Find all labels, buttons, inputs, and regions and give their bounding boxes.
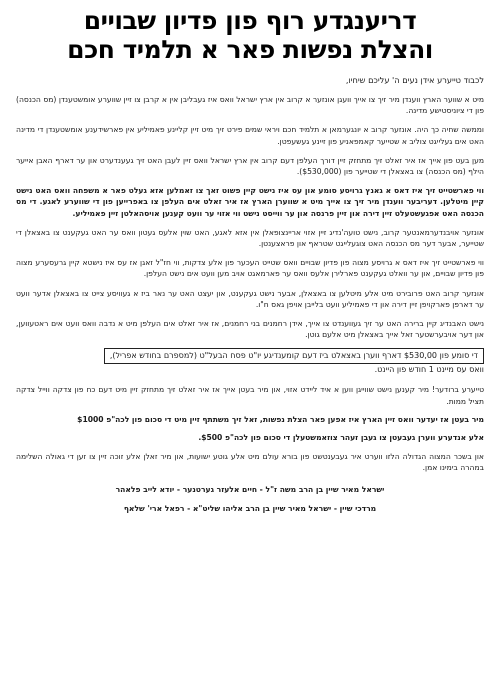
title-line-1: דריענגדע רוף פון פדיון שבויים [83, 6, 417, 35]
pledge-1000: מיר בעטן אז יעדער וואס זיין הארץ איז אפען פאר הצלת נפשות, זאל זיך משתתף זיין מיט די סכום פון לכה"פ $1000 [77, 414, 484, 424]
paragraph-3: מען בעט פון אייך אז איר זאלט זיך מתחזק זיין דורך העלפן דעם קרוב אין ארץ ישראל וואס זיין לעבן האט זיך געענדערט און ער דארף האבן אייער הילף (מס הכנסה) צו באצאלן די שטייער פון ($530,000). [16, 155, 484, 177]
closing-paragraph: און בשכר המצוה הגדולה הלזו ווערט איר געבענטשט פון בורא עולם מיט אלע גוטע ישועות, און מיר זאלן אלע זוכה זיין צו זען די גאולה השלימה במהרה בימינו אמן. [16, 452, 484, 473]
pledge-500: אלע אנדערע ווערן געבעטן צו געבן זעהר צוזאמשטעלן די סכום פון לכה"פ $500. [198, 433, 484, 443]
deadline-box [16, 348, 484, 376]
paragraph-5: אונזער אויבנדערמאנטער קרוב, נישט טועה'נדיג זיין אזוי אריינצופאלן אין אזא לאגע, האט שוין אלעס געטון וואס ער האט געקענט צו באצאלן די שטייער, אבער דער מס הכנסה האט צוגעלייגט שטראף און פראצענטן. [16, 227, 484, 249]
paragraph-1: מיט א שווער הארץ ווענדן מיר זיך צו אייך וועגן אונזער א קרוב אין ארץ ישראל וואס איז געבליבן אין א קרבן צו זיין שווערע אומשטענדן (מס הכנסה) פון די ציוניסטישע מדינה. [16, 95, 484, 116]
signature-line-1: ישראל מאיר שיין בן הרב משה ז"ל - חיים אלעזר גערטנער - יודא לייב פלאהר [115, 484, 385, 494]
appeal-paragraph: טייערע ברודער! מיר קענען נישט שווייגן ווען א איד ליידט אזוי, און מיר בעטן אייך אז איר זאלט זיך מתחזק זיין מיט דעם כח פון צדקה ווייל צדקה תציל ממות. [16, 385, 484, 406]
deadline-amount: $530,00 [403, 351, 438, 361]
signature-line-2: מרדכי שיין - ישראל מאיר שיין בן הרב אליהו שליט"א - רפאל ארי' שלאף [123, 503, 377, 513]
salutation: לכבוד טייערע אידן נעים ה' עליכם שיחיו, [345, 75, 484, 85]
paragraph-2: וממשה שחיה כך היה. אונזער קרוב א יונגערמאן א תלמיד חכם ויראי שמים פירט זיך מיט זיין קליינע פאמיליע אין פארשידענע אומשטענדן די מדינה האט אים געלייגט צוליב א שטייער קאמפאניע פון זיינע געשעפטן. [16, 125, 484, 146]
letter-title [16, 6, 484, 64]
paragraph-6: ווי פארשטייט זיך איז דאס א גרויסע מצוה פון פדיון שבויים וואס שטייט העכער פון אלע צדקות, ווי חז"ל זאגן אז עס איז נישטא קיין גרעסערע מצוה פון פדיון שבויים, און ער וואלט געקענט פארלירן אלעס וואס ער פארמאגט אויב מען וועט אים נישט העלפן. [16, 258, 484, 279]
deadline-line-2: וואס עס מיינט 1 חודש פון היינט. [374, 365, 484, 375]
paragraph-7: אונזער קרוב האט פרובירט מיט אלע מיטלען צו באצאלן, אבער נישט געקענט, און יעצט האט ער נאר ביז א געוויסע צייט צו באצאלן אדער וועט ער דארפן פארקויפן זיין דירה און די פאמיליע וועט בלייבן אויפן גאס ח"ו. [16, 288, 484, 309]
deadline-details: דארף ווערן באצאלט ביז דעם קומענדיגע יו"ט פסח הבעל"ט (למספרם בחודש אפריל), [109, 351, 402, 361]
paragraph-8: נישט האבנדיג קיין ברירה האט ער זיך געווענדט צו אייך, אידן רחמנים בני רחמנים, אז איר זאלט אים העלפן מיט א נדבה וואס וועט אים ראטעווען, און דער אויבערשטער זאל אייך באצאלן מיט אלעם גוטן. [16, 319, 484, 340]
deadline-prefix: די סומע פון [439, 351, 478, 361]
paragraph-4-bold: ווי פארשטייט זיך איז דאס א גאנץ גרויסע סומע און עס איז נישט קיין פשוט זאך צו זאמלען אזא געלט פאר א משפחה וואס האט נישט קיין מיטלען. דעריבער ווענדן מיר זיך צו אייך מיט א שווערן הארץ אז איר זאלט אים העלפן צו באפרייען פון די שווערע לאגע. די מס הכנסה האט אפגעשטעלט זיין דירה און זיין פרנסה און ער ווייסט נישט ווי אזוי ער וועט קענען אויסהאלטן זיין פאמיליע. [16, 186, 484, 218]
title-line-2: והצלת נפשות פאר א תלמיד חכם [67, 35, 433, 64]
deadline-boxed-text [104, 348, 484, 364]
